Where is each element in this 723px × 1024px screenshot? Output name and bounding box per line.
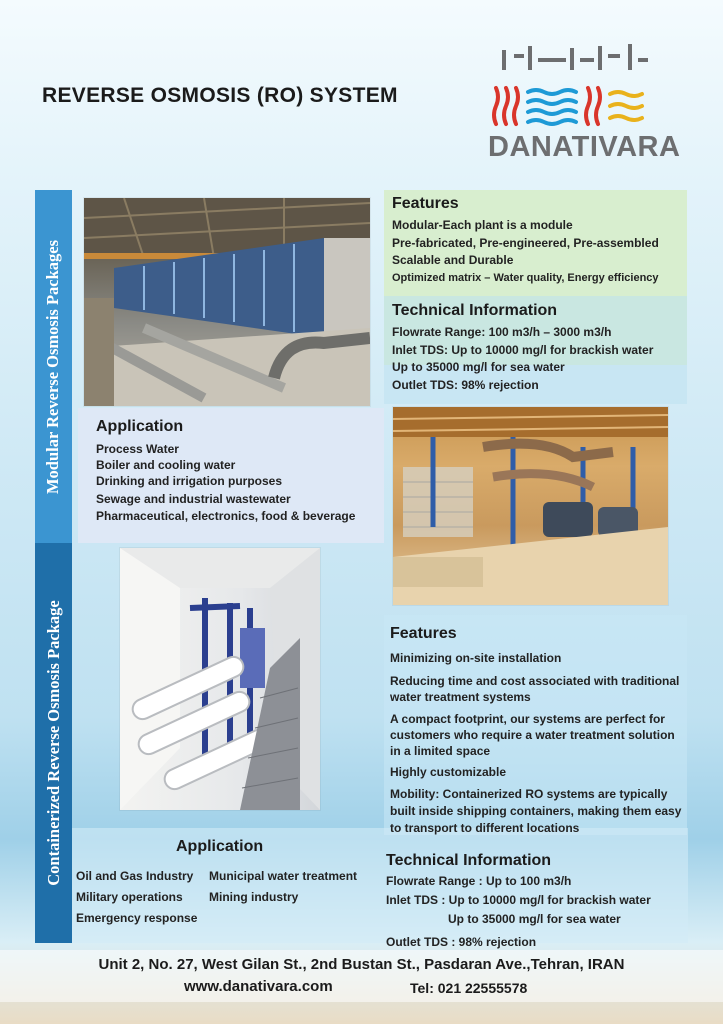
logo-waves-icon [488,84,656,128]
list-item: Outlet TDS: 98% rejection [392,377,539,392]
containerized-application-col2 [209,866,357,908]
modular-application-list [96,442,376,526]
page-title: REVERSE OSMOSIS (RO) SYSTEM [42,84,398,107]
logo-persian-text [488,40,656,82]
list-item: Inlet TDS: Up to 10000 mg/l for brackish water [392,342,654,357]
list-item: Pre-fabricated, Pre-engineered, Pre-assembled [392,235,659,250]
list-item: Up to 35000 mg/l for sea water [448,912,621,926]
containerized-technical-list [386,872,686,952]
list-item: Inlet TDS : Up to 10000 mg/l for brackish water [386,893,651,907]
list-item: Scalable and Durable [392,253,514,267]
logo-persian-lettering-icon [488,40,656,74]
list-item: Mobility: Containerized RO systems are typically built inside shipping containers, making them easy to transport to different locations [390,787,682,835]
containerized-features-heading: Features [390,625,457,642]
containerized-technical-heading: Technical Information [386,852,552,869]
footer-website-link[interactable]: www.danativara.com [184,978,333,995]
list-item: Emergency response [76,911,198,925]
list-item: Modular-Each plant is a module [392,218,573,232]
list-item: Reducing time and cost associated with traditional water treatment systems [390,673,680,704]
modular-application-heading: Application [96,418,184,435]
list-item: Minimizing on-site installation [390,651,562,665]
containerized-application-heading: Application [176,838,264,855]
modular-technical-list [392,324,682,394]
modular-plant-photo [84,198,370,406]
list-item: Municipal water treatment [209,869,358,883]
containerized-features-list [390,650,682,837]
list-item: Oil and Gas Industry [76,869,194,883]
modular-features-list [392,217,682,287]
modular-technical-heading: Technical Information [392,302,558,319]
list-item: Optimized matrix – Water quality, Energy efficiency [392,271,659,284]
list-item: Up to 35000 mg/l for sea water [392,360,565,374]
list-item: Process Water [96,442,179,456]
ro-plant-pumps-photo [393,407,668,605]
list-item: Highly customizable [390,764,507,779]
containerized-unit-photo [120,548,320,810]
list-item: Mining industry [209,890,299,904]
footer-phone: Tel: 021 22555578 [410,980,528,996]
list-item: A compact footprint, our systems are perfect for customers who require a water treatment solution in a limited space [390,711,675,758]
list-item: Boiler and cooling water [96,458,236,472]
list-item: Flowrate Range : Up to 100 m3/h [386,874,572,888]
list-item: Military operations [76,890,183,904]
list-item: Drinking and irrigation purposes [96,474,283,488]
company-logo [488,40,681,163]
list-item: Sewage and industrial wastewater [96,491,291,506]
containerized-application-col1 [76,866,197,929]
logo-wordmark: DANATIVARA [488,131,681,163]
modular-features-heading: Features [392,195,459,212]
list-item: Pharmaceutical, electronics, food & beverage [96,509,356,523]
sidebar-containerized-label: Containerized Reverse Osmosis Package [43,600,63,886]
list-item: Outlet TDS : 98% rejection [386,935,537,949]
sidebar-containerized [35,543,72,943]
list-item: Flowrate Range: 100 m3/h – 3000 m3/h [392,325,612,339]
footer-address: Unit 2, No. 27, West Gilan St., 2nd Bustan St., Pasdaran Ave.,Tehran, IRAN [98,956,625,973]
sidebar-modular [35,190,72,543]
sidebar-modular-label: Modular Reverse Osmosis Packages [43,239,63,494]
